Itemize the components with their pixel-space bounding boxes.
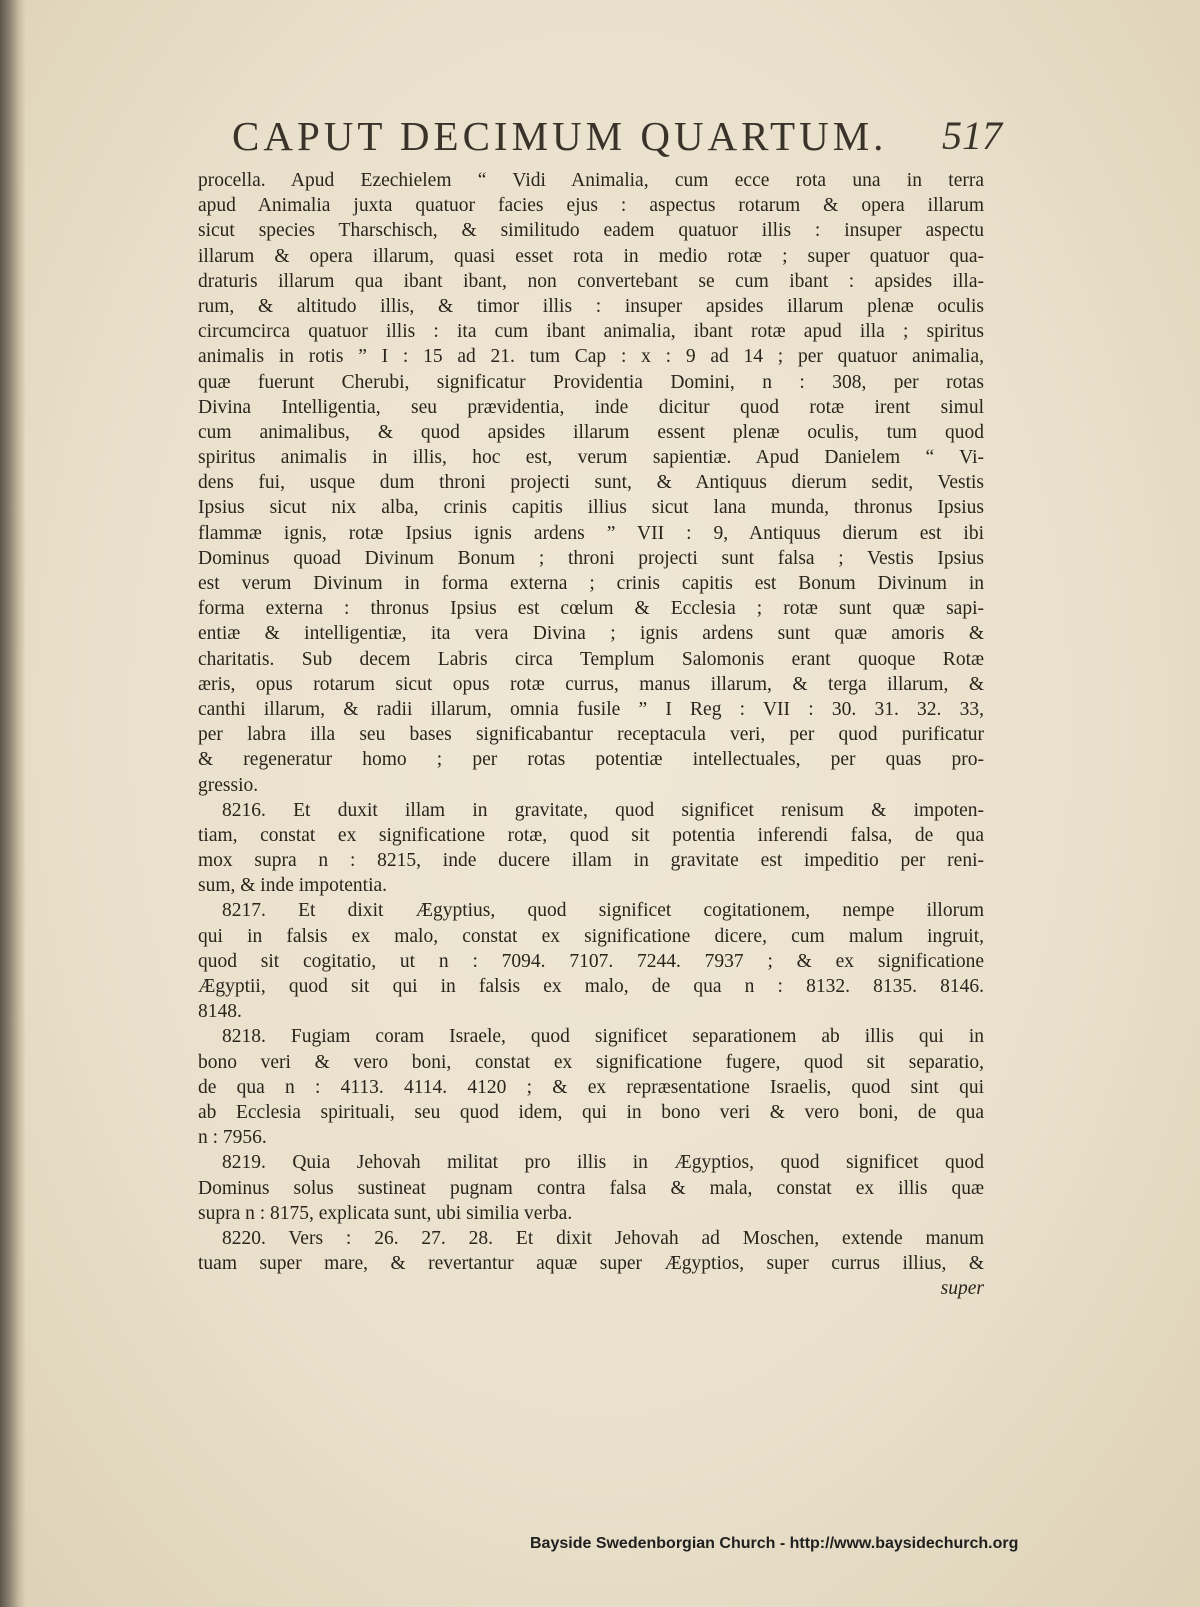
text-line: bono veri & vero boni, constat ex significatione fugere, quod sit separatio, [198, 1051, 984, 1073]
running-header [226, 112, 1002, 172]
text-line: Dominus solus sustineat pugnam contra falsa & mala, constat ex illis quæ [198, 1177, 984, 1199]
paragraph-8216-start: 8216. Et duxit illam in gravitate, quod significet renisum & impoten- [222, 799, 984, 821]
binding-shadow [0, 0, 26, 1607]
text-line: de qua n : 4113. 4114. 4120 ; & ex repræsentatione Israelis, quod sint qui [198, 1076, 984, 1098]
text-line: canthi illarum, & radii illarum, omnia fusile ” I Reg : VII : 30. 31. 32. 33, [198, 698, 984, 720]
text-line: apud Animalia juxta quatuor facies ejus : aspectus rotarum & opera illarum [198, 195, 984, 217]
text-line: forma externa : thronus Ipsius est cœlum & Ecclesia ; rotæ sunt quæ sapi- [198, 598, 984, 620]
text-line: Ipsius sicut nix alba, crinis capitis illius sicut lana munda, thronus Ipsius [198, 497, 984, 519]
source-credit: Bayside Swedenborgian Church - http://www.baysidechurch.org [530, 1535, 1019, 1552]
text-line: Dominus quoad Divinum Bonum ; throni projecti sunt falsa ; Vestis Ipsius [198, 547, 984, 569]
text-line: charitatis. Sub decem Labris circa Templum Salomonis erant quoque Rotæ [198, 648, 984, 670]
text-line: supra n : 8175, explicata sunt, ubi similia verba. [198, 1202, 573, 1224]
body-text [198, 168, 984, 1301]
text-line: 8148. [198, 1001, 242, 1023]
text-line: & regeneratur homo ; per rotas potentiæ intellectuales, per quas pro- [198, 749, 984, 771]
text-line: illarum & opera illarum, quasi esset rota in medio rotæ ; super quatuor qua- [198, 245, 984, 267]
chapter-title: CAPUT DECIMUM QUARTUM. [232, 113, 888, 159]
text-line: quæ fuerunt Cherubi, significatur Providentia Domini, n : 308, per rotas [198, 371, 984, 393]
text-line: Divina Intelligentia, seu prævidentia, inde dicitur quod rotæ irent simul [198, 396, 984, 418]
paragraph-8218-start: 8218. Fugiam coram Israele, quod significet separationem ab illis qui in [222, 1026, 984, 1048]
page-number: 517 [942, 113, 1002, 158]
catchword: super [940, 1278, 984, 1300]
text-line: qui in falsis ex malo, constat ex significatione dicere, cum malum ingruit, [198, 925, 984, 947]
text-line: n : 7956. [198, 1127, 267, 1149]
paragraph-8217-start: 8217. Et dixit Ægyptius, quod significet cogitationem, nempe illorum [222, 900, 984, 922]
text-line: circumcirca quatuor illis : ita cum ibant animalia, ibant rotæ apud illa ; spiritus [198, 321, 984, 343]
text-line: est verum Divinum in forma externa ; crinis capitis est Bonum Divinum in [198, 573, 984, 594]
text-line: rum, & altitudo illis, & timor illis : insuper apsides illarum plenæ oculis [198, 295, 984, 317]
text-line: sum, & inde impotentia. [198, 875, 388, 897]
text-line: gressio. [198, 774, 259, 796]
paragraph-8220-start: 8220. Vers : 26. 27. 28. Et dixit Jehovah ad Moschen, extende manum [222, 1227, 984, 1249]
text-line: procella. Apud Ezechielem “ Vidi Animalia, cum ecce rota una in terra [198, 170, 984, 191]
text-line: æris, opus rotarum sicut opus rotæ currus, manus illarum, & terga illarum, & [198, 673, 984, 695]
text-line: cum animalibus, & quod apsides illarum essent plenæ oculis, tum quod [198, 421, 984, 443]
text-line: tiam, constat ex significatione rotæ, quod sit potentia inferendi falsa, de qua [198, 824, 984, 846]
text-line: ab Ecclesia spirituali, seu quod idem, qui in bono veri & vero boni, de qua [198, 1101, 984, 1123]
text-line: spiritus animalis in illis, hoc est, verum sapientiæ. Apud Danielem “ Vi- [198, 447, 984, 469]
text-line: animalis in rotis ” I : 15 ad 21. tum Cap : x : 9 ad 14 ; per quatuor animalia, [198, 346, 984, 368]
paragraph-8219-start: 8219. Quia Jehovah militat pro illis in Ægyptios, quod significet quod [222, 1152, 984, 1174]
text-line: draturis illarum qua ibant ibant, non convertebant se cum ibant : apsides illa- [198, 270, 984, 292]
text-line: sicut species Tharschisch, & similitudo eadem quatuor illis : insuper aspectu [198, 220, 984, 242]
text-line: per labra illa seu bases significabantur receptacula veri, per quod purificatur [198, 724, 984, 746]
text-line: quod sit cogitatio, ut n : 7094. 7107. 7244. 7937 ; & ex significatione [198, 950, 984, 972]
text-line: flammæ ignis, rotæ Ipsius ignis ardens ” VII : 9, Antiquus dierum est ibi [198, 522, 984, 544]
text-line: Ægyptii, quod sit qui in falsis ex malo, de qua n : 8132. 8135. 8146. [198, 976, 984, 997]
text-line: dens fui, usque dum throni projecti sunt, & Antiquus dierum sedit, Vestis [198, 472, 984, 494]
text-line: mox supra n : 8215, inde ducere illam in gravitate est impeditio per reni- [198, 850, 984, 872]
text-line: tuam super mare, & revertantur aquæ super Ægyptios, super currus illius, & [198, 1253, 984, 1275]
text-line: entiæ & intelligentiæ, ita vera Divina ; ignis ardens sunt quæ amoris & [198, 623, 984, 645]
